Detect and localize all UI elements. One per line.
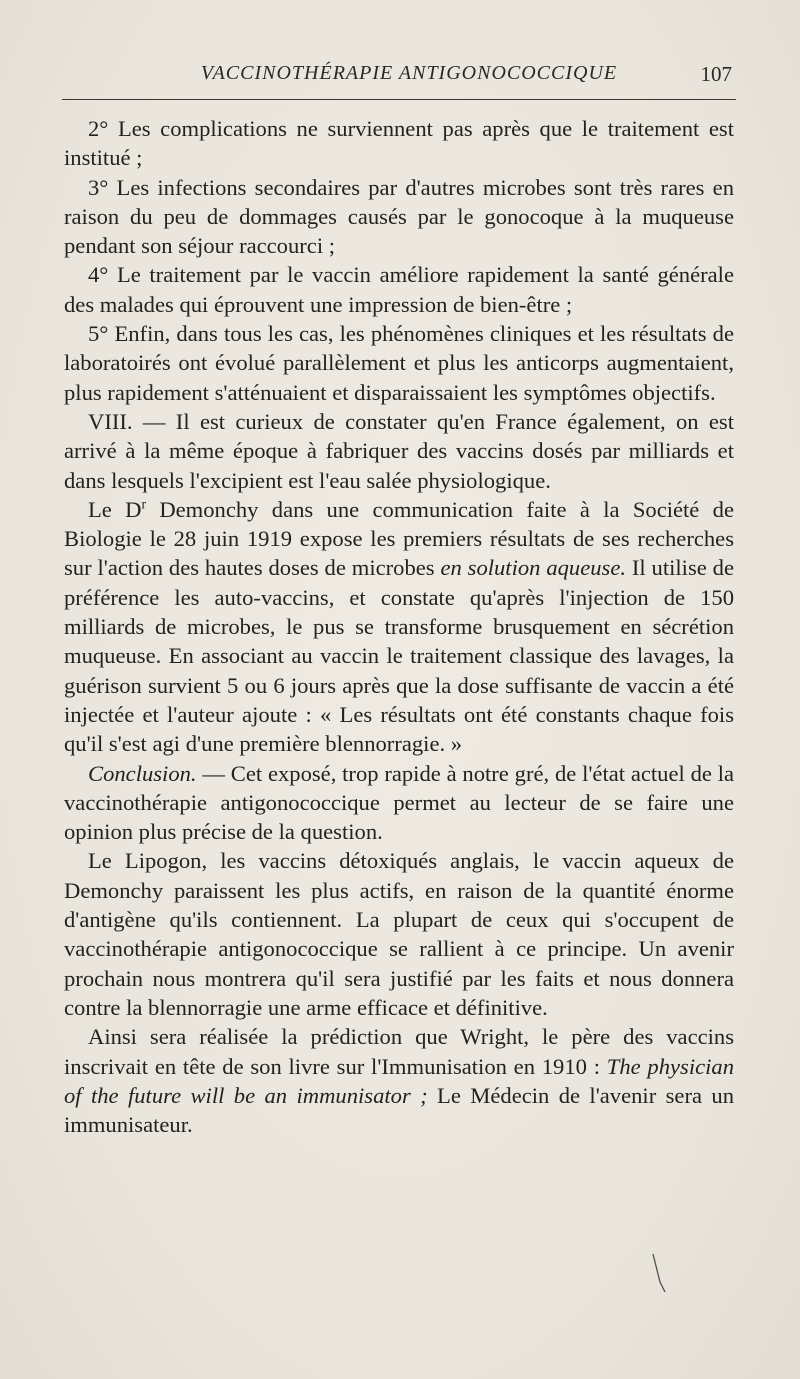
body-text <box>64 114 734 1139</box>
text-segment: Il utilise de préférence les auto-vaccins, et constate qu'après l'injection de 150 milliards de microbes, le pus se transforme brusquement en sécrétion muqueuse. En associant au vaccin le traitement classique des lavages, la guérison survient 5 ou 6 jours après que la dose suffisante de vaccin a été injectée et l'auteur ajoute : « Les résultats ont été constants chaque fois qu'il s'est agi d'une première blennorragie. » <box>64 555 734 757</box>
paragraph-parallel-evolution: 5° Enfin, dans tous les cas, les phénomènes cliniques et les résultats de laboratoirés ont évolué parallèlement et plus les anticorps augmentaient, plus rapidement s'atténuaient et disparaissaient les symptômes objectifs. <box>64 321 734 405</box>
paragraph-complications: 2° Les complications ne surviennent pas après que le traitement est institué ; <box>64 116 734 171</box>
page-header <box>62 62 736 96</box>
paragraph-demonchy <box>64 495 734 759</box>
paragraph-wright-prediction <box>64 1022 734 1139</box>
paragraph-general-health: 4° Le traitement par le vaccin améliore rapidement la santé générale des malades qui éprouvent une impression de bien-être ; <box>64 262 734 317</box>
text-segment: Ainsi sera réalisée la prédiction que Wright, le père des vaccins inscrivait en tête de son livre sur l'Immunisation en 1910 : <box>64 1024 734 1079</box>
paragraph-section-viii: VIII. — Il est curieux de constater qu'en France également, on est arrivé à la même époque à fabriquer des vaccins dosés par milliards et dans lesquels l'excipient est l'eau salée physiologique. <box>64 408 734 493</box>
text-segment: Le Médecin de l'avenir sera un immunisateur. <box>64 1082 734 1138</box>
superscript-r: r <box>141 496 146 512</box>
header-rule <box>62 99 736 100</box>
page-number: 107 <box>700 62 732 86</box>
pencil-mark-icon <box>651 1252 667 1294</box>
paragraph-conclusion <box>64 759 734 847</box>
text-segment: — Cet exposé, trop rapide à notre gré, de l'état actuel de la vaccinothérapie antigonococcique permet au lecteur de se faire une opinion plus précise de la question. <box>64 760 734 845</box>
italic-phrase: en solution aqueuse. <box>440 555 627 581</box>
conclusion-heading: Conclusion. <box>88 760 197 786</box>
paragraph-most-active-vaccines: Le Lipogon, les vaccins détoxiqués anglais, le vaccin aqueux de Demonchy paraissent les plus actifs, en raison de la quantité énorme d'antigène qu'ils contiennent. La plupart de ceux qui s'occupent de vaccinothérapie antigonococcique se rallient à ce principe. Un avenir prochain nous montrera qu'il sera justifié par les faits et nous donnera contre la blennorragie une arme efficace et définitive. <box>64 848 734 1020</box>
paragraph-secondary-infections: 3° Les infections secondaires par d'autres microbes sont très rares en raison du peu de dommages causés par le gonocoque à la muqueuse pendant son séjour raccourci ; <box>64 174 734 259</box>
text-segment: Demonchy dans une communication faite à la Société de Biologie le 28 juin 1919 expose les premiers résultats de ses recherches sur l'action des hautes doses de microbes <box>64 496 734 581</box>
italic-quote: The physician of the future will be an immunisator ; <box>64 1053 734 1108</box>
text-segment: Le D <box>88 496 142 522</box>
running-head: VACCINOTHÉRAPIE ANTIGONOCOCCIQUE <box>200 62 618 84</box>
